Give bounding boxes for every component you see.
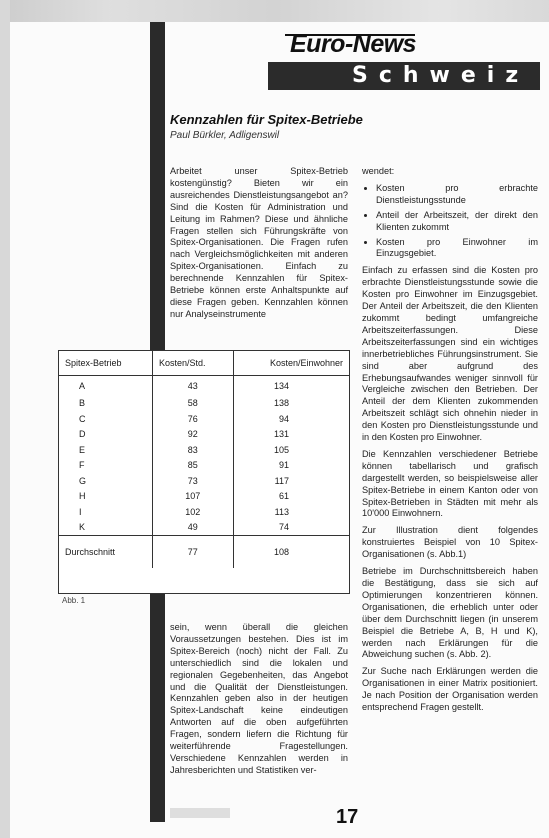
table-cell-average: 108 — [233, 536, 349, 568]
bullet-list — [362, 183, 538, 260]
article-title: Kennzahlen für Spitex-Betriebe — [170, 112, 363, 127]
table-cell-kosten-einwohner: 91 — [233, 458, 349, 474]
list-item: • Kosten pro Einwohner im Einzugsgebiet. — [376, 237, 538, 261]
table-row — [59, 520, 349, 536]
table-header: Kosten/Einwohner — [233, 351, 349, 376]
table-cell-kosten-einwohner: 138 — [233, 396, 349, 412]
table-cell-kosten-std: 85 — [152, 458, 233, 474]
table-cell-kosten-std: 102 — [152, 504, 233, 520]
table-cell-kosten-einwohner: 74 — [233, 520, 349, 536]
page-number: 17 — [336, 806, 359, 828]
table-cell-average: 77 — [152, 536, 233, 568]
table-row-average — [59, 536, 349, 568]
table-cell-kosten-std: 49 — [152, 520, 233, 536]
paragraph: sein, wenn überall die gleichen Voraussetzungen bestehen. Dies ist im Spitex-Bereich (noch) nicht der Fall. Zu unterschiedlich sind die lokalen und regionalen Gegebenheiten, das Angebot und die Qualität der Dienstleistungen. Kennzahlen geben also in der heutigen Spitex-Landschaft keine eindeutigen Antworten auf die oben aufgeführten Fragen, sondern liefern die Richtung für weiterführende Fragestellungen. Verschiedene Kennzahlen werden in Jahresberichten und Statistiken ver- — [170, 622, 348, 775]
table-row — [59, 473, 349, 489]
table-cell-kosten-einwohner: 94 — [233, 411, 349, 427]
table-cell-kosten-einwohner: 105 — [233, 442, 349, 458]
table-cell-average: Durchschnitt — [59, 536, 152, 568]
table-row — [59, 504, 349, 520]
list-item: • Anteil der Arbeitszeit, der direkt den Klienten zukommt — [376, 210, 538, 234]
paragraph: wendet: — [362, 166, 395, 176]
table-cell-kosten-std: 83 — [152, 442, 233, 458]
list-item: • Kosten pro erbrachte Dienstleistungsstunde — [376, 183, 538, 207]
paragraph: Betriebe im Durchschnittsbereich haben die Bestätigung, dass sie sich auf Optimierungen konzentrieren können. Organisationen, die erheblich unter oder über dem Durchschnitt liegen (in unserem Beispiel die Betriebe A, B, H und K), werden nach Erklärungen für die Abweichung suchen (s. Abb. 2). — [362, 566, 538, 660]
table-row — [59, 489, 349, 505]
table-row — [59, 442, 349, 458]
scan-shadow-top — [0, 0, 549, 22]
table-cell-kosten-std: 107 — [152, 489, 233, 505]
column-2 — [362, 166, 538, 719]
table-body — [59, 376, 349, 568]
table-cell-kosten-einwohner: 113 — [233, 504, 349, 520]
table-cell-kosten-einwohner: 117 — [233, 473, 349, 489]
table-cell-betrieb: A — [79, 380, 86, 391]
data-table — [59, 351, 349, 568]
table-cell-betrieb: D — [79, 429, 86, 440]
table-cell-kosten-einwohner: 131 — [233, 427, 349, 443]
table-cell-betrieb: K — [79, 522, 86, 533]
paragraph: Die Kennzahlen verschiedener Betriebe können tabellarisch und grafisch dargestellt werden, so beispielsweise aller Spitex-Betriebe in einem Kanton oder von Spitex-Betrieben in Städten mit mehr als 10'000 Einwohnern. — [362, 448, 538, 519]
table-cell-betrieb: F — [79, 460, 85, 471]
data-table-box — [58, 350, 350, 594]
table-cell-kosten-std: 92 — [152, 427, 233, 443]
table-row — [59, 458, 349, 474]
table-cell-kosten-std: 76 — [152, 411, 233, 427]
table-cell-betrieb: E — [79, 444, 86, 455]
table-cell-kosten-std: 58 — [152, 396, 233, 412]
table-cell-kosten-einwohner: 61 — [233, 489, 349, 505]
table-cell-betrieb: B — [79, 398, 86, 409]
table-cell-kosten-std: 43 — [152, 376, 233, 396]
paragraph: Arbeitet unser Spitex-Betrieb kostengünstig? Bieten wir ein ausreichendes Dienstleistungsangebot an? Sind die Kosten für Administration und Leitung im Rahmen? Diese und ähnliche Fragen stellen sich Führungskräfte von Spitex-Organisationen. Die Fragen rufen nach Vergleichsmöglichkeiten mit anderen Spitex-Organisationen. Einfach zu berechnende Kennzahlen für Spitex-Betriebe können erste Anhaltspunkte auf diese Fragen geben. Kennzahlen können nur Analyseinstrumente — [170, 166, 348, 319]
table-cell-betrieb: H — [79, 491, 86, 502]
article-author: Paul Bürkler, Adligenswil — [170, 130, 280, 141]
paragraph: Zur Illustration dient folgendes konstruiertes Beispiel von 10 Spitex-Organisationen (s. Abb.1) — [362, 525, 538, 560]
figure-caption: Abb. 1 — [62, 596, 86, 605]
column-1-top — [170, 166, 348, 326]
table-row — [59, 411, 349, 427]
section-label: Schweiz — [352, 63, 530, 88]
table-header: Kosten/Std. — [152, 351, 233, 376]
table-row — [59, 396, 349, 412]
scan-smudge — [170, 808, 230, 818]
brand-title: Euro-News — [290, 30, 417, 58]
table-cell-betrieb: G — [79, 475, 87, 486]
table-cell-kosten-std: 73 — [152, 473, 233, 489]
table-cell-betrieb: I — [79, 506, 82, 517]
table-row — [59, 376, 349, 396]
table-row — [59, 427, 349, 443]
table-cell-kosten-einwohner: 134 — [233, 376, 349, 396]
paragraph: Einfach zu erfassen sind die Kosten pro erbrachte Dienstleistungsstunde sowie die Kosten pro Einwohner im Einzugsgebiet. Der Anteil der Arbeitszeit, die den Klienten zukommt bedingt umfangreiche Arbeitszeiterfassungen. Diese Arbeitszeiterfassungen sind ein wichtiges innerbetriebliches Führungsinstrument. Sie sind aber aufgrund des Erhebungsaufwandes weniger sinnvoll für Vergleiche zwischen den Betrieben. Der Anteil der dem Klienten zukommenden Arbeitszeit schlägt sich ohnehin nieder in den Kosten pro Dienstleistungsstunde und in den Kosten pro Einwohner. — [362, 265, 538, 443]
paragraph: Zur Suche nach Erklärungen werden die Organisationen in einer Matrix positioniert. Je nach Position der Organisation werden entsprechend Fragen gestellt. — [362, 666, 538, 713]
table-header-row — [59, 351, 349, 376]
table-cell-betrieb: C — [79, 413, 86, 424]
column-1-bottom — [170, 622, 348, 782]
table-header: Spitex-Betrieb — [59, 351, 152, 376]
scan-shadow-left — [0, 0, 10, 838]
